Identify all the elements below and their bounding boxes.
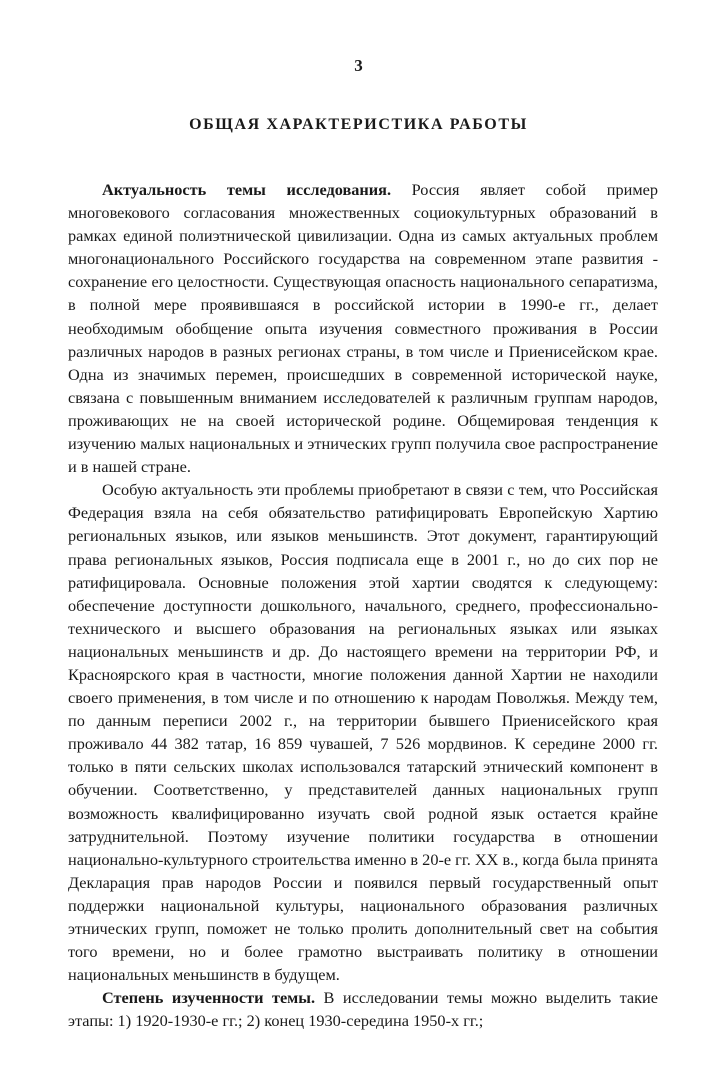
paragraph-special-relevance	[68, 478, 658, 986]
body-text	[68, 178, 658, 1032]
paragraph-text: В исследовании темы можно выделить такие этапы: 1) 1920-1930-е гг.; 2) конец 1930-середина 1950-х гг.;	[68, 988, 658, 1031]
paragraph-relevance	[68, 178, 658, 478]
page-number: 3	[354, 56, 363, 75]
paragraph-degree-of-study	[68, 986, 658, 1032]
paragraph-lead: Актуальность темы исследования.	[102, 180, 392, 199]
paragraph-text: Россия являет собой пример многовекового согласования множественных социокультурных образований в рамках единой полиэтнической цивилизации. Одна из самых актуальных проблем многонационального Российского государства на современном этапе развития - сохранение его целостности. Существующая опасность национального сепаратизма, в полной мере проявившаяся в российской истории в 1990-е гг., делает необходимым обобщение опыта изучения совместного проживания в России различных народов в разных регионах страны, в том числе и Приенисейском крае. Одна из значимых перемен, происшедших в современной исторической науке, связана с повышенным вниманием исследователей к различным группам народов, проживающих не на своей исторической родине. Общемировая тенденция к изучению малых национальных и этнических групп получила свое распространение и в нашей стране.	[68, 180, 658, 477]
section-heading: ОБЩАЯ ХАРАКТЕРИСТИКА РАБОТЫ	[189, 116, 528, 133]
paragraph-lead: Степень изученности темы.	[102, 988, 316, 1008]
paragraph-text: Особую актуальность эти проблемы приобретают в связи с тем, что Российская Федерация взяла на себя обязательство ратифицировать Европейскую Хартию региональных языков, или языков меньшинств. Этот документ, гарантирующий права региональных языков, Россия подписала еще в 2001 г., но до сих пор не ратифицировала. Основные положения этой хартии сводятся к следующему: обеспечение доступности дошкольного, начального, среднего, профессионально-технического и высшего образования на региональных языках или языках национальных меньшинств и др. До настоящего времени на территории РФ, и Красноярского края в частности, многие положения данной Хартии не находили своего применения, в том числе и по отношению к народам Поволжья. Между тем, по данным переписи 2002 г., на территории бывшего Приенисейского края проживало 44 382 татар, 16 859 чувашей, 7 526 мордвинов. К середине 2000 гг. только в пяти сельских школах использовался татарский этнический компонент в обучении. Соответственно, у представителей данных национальных групп возможность квалифицированно изучать свой родной язык остается крайне затруднительной. Поэтому изучение политики государства в отношении национально-культурного строительства именно в 20-е гг. XX в., когда была принята Декларация прав народов России и появился первый государственный опыт поддержки национальной культуры, национального образования различных этнических групп, поможет не только пролить дополнительный свет на события того времени, но и более грамотно выстраивать политику в отношении национальных меньшинств в будущем.	[68, 480, 658, 985]
